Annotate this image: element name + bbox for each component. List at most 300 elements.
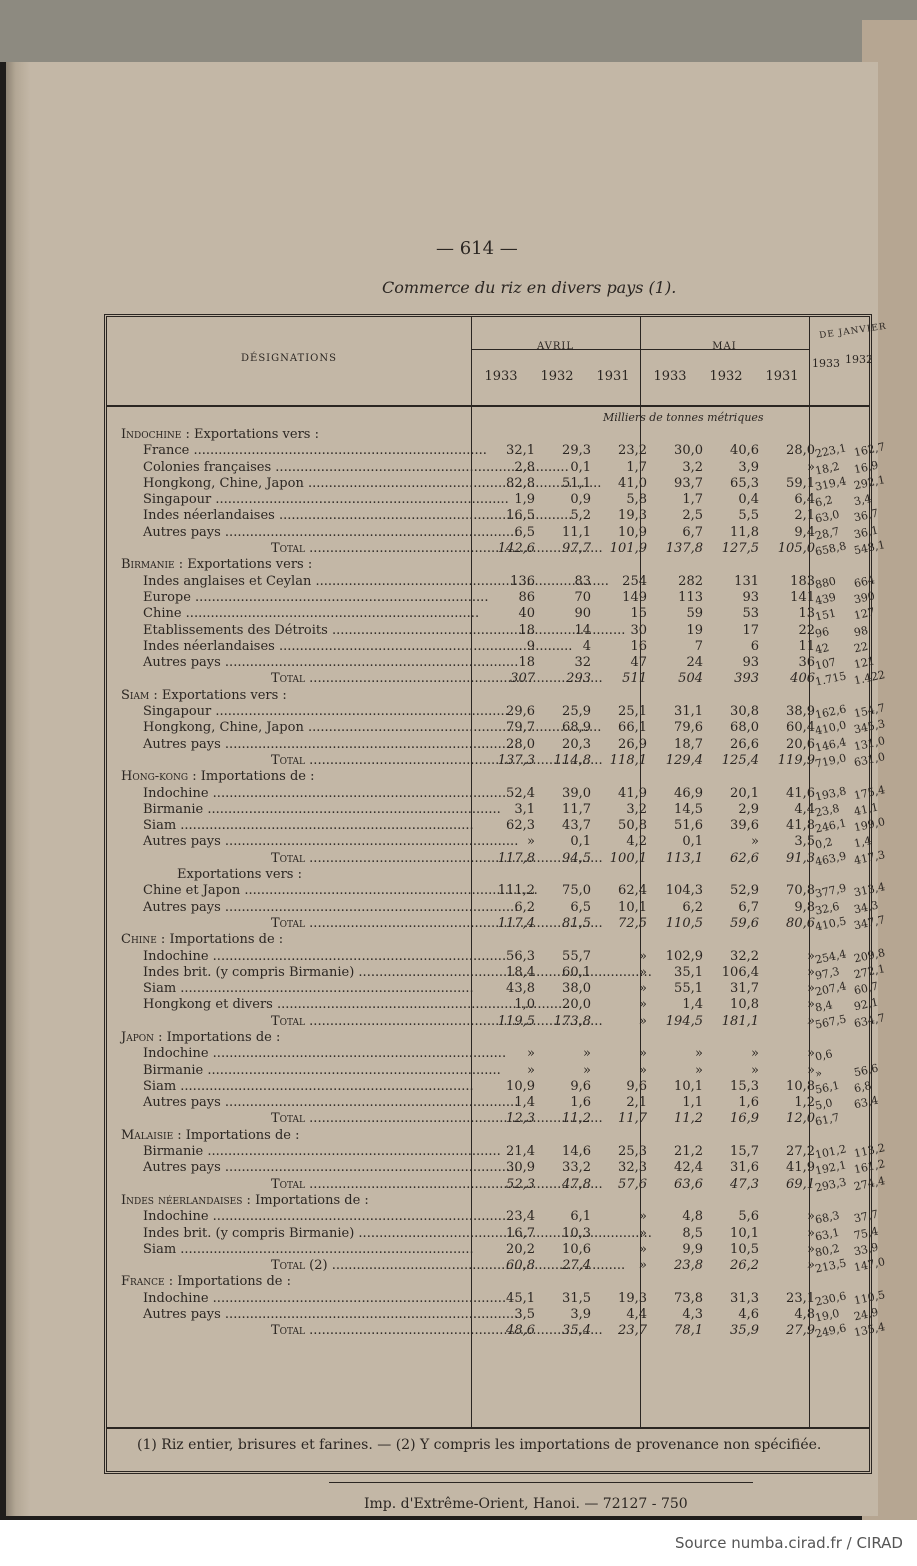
cell-value: 5,6 bbox=[738, 1209, 759, 1225]
cell-value: 33,2 bbox=[562, 1160, 591, 1176]
cell-value: 11 bbox=[798, 638, 815, 654]
row-label: Chine ..... bbox=[143, 606, 469, 622]
cell-value: 60,1 bbox=[562, 964, 591, 980]
cell-value: 9,4 bbox=[794, 524, 815, 540]
cell-value: » bbox=[639, 981, 647, 997]
cell-value: » bbox=[807, 1046, 815, 1062]
cell-value: 194,5 bbox=[665, 1013, 703, 1029]
row-label: Birmanie ..... bbox=[143, 1144, 469, 1160]
section-country: Hong-kong bbox=[121, 769, 189, 785]
cell-value: 55,1 bbox=[674, 981, 703, 997]
cell-value: 6,1 bbox=[570, 1209, 591, 1225]
section-subtitle: : Exportations vers : bbox=[174, 557, 313, 573]
cell-value: 35,1 bbox=[674, 964, 703, 980]
cell-value: 1,6 bbox=[738, 1095, 759, 1111]
cell-value: 19,3 bbox=[618, 508, 647, 524]
cell-value: » bbox=[639, 948, 647, 964]
cell-value: 393 bbox=[734, 671, 759, 687]
cell-value-cumulative: 192,1 bbox=[813, 1158, 848, 1178]
cell-value: 1,6 bbox=[570, 1095, 591, 1111]
cell-value: 26,9 bbox=[618, 736, 647, 752]
table-row bbox=[121, 834, 873, 853]
cell-value: 35,9 bbox=[730, 1323, 759, 1339]
cell-value: 4,4 bbox=[794, 801, 815, 817]
cell-value-cumulative: 230,6 bbox=[813, 1289, 848, 1309]
cell-value: 32 bbox=[574, 655, 591, 671]
cell-value-cumulative: 56,1 bbox=[813, 1078, 841, 1097]
cell-value: 47,3 bbox=[730, 1176, 759, 1192]
table-row bbox=[121, 605, 877, 624]
cell-value-cumulative: 110,5 bbox=[852, 1287, 887, 1308]
cell-value: 6,2 bbox=[514, 899, 535, 915]
cell-value-cumulative: 107 bbox=[813, 655, 838, 673]
cell-value: 68,9 bbox=[562, 720, 591, 736]
header-janvier: DE JANVIER bbox=[818, 321, 888, 342]
cell-value: 23,1 bbox=[786, 1290, 815, 1306]
cell-value-cumulative: 121 bbox=[852, 654, 877, 672]
cell-value: 6,5 bbox=[514, 524, 535, 540]
cell-value: 10,5 bbox=[730, 1241, 759, 1257]
cell-value: 9,6 bbox=[626, 1078, 647, 1094]
cell-value: 35,4 bbox=[562, 1323, 591, 1339]
section-title bbox=[121, 1128, 871, 1144]
row-label: Etablissements des Détroits ..... bbox=[143, 623, 469, 639]
cell-value: 30,8 bbox=[730, 704, 759, 720]
cell-value-cumulative: 377,9 bbox=[813, 881, 848, 901]
cell-value: 106,4 bbox=[721, 964, 759, 980]
cell-value-cumulative: 127 bbox=[852, 605, 877, 623]
table-row bbox=[121, 1046, 871, 1062]
section-title bbox=[121, 1274, 871, 1290]
row-label: Hongkong, Chine, Japon ..... bbox=[143, 720, 469, 736]
section-subtitle: : Exportations vers : bbox=[181, 427, 319, 442]
cell-value: 13 bbox=[798, 606, 815, 622]
row-label: Hongkong, Chine, Japon ..... bbox=[143, 476, 469, 492]
cell-value: 2,1 bbox=[794, 508, 815, 524]
cell-value-cumulative: 213,5 bbox=[813, 1256, 848, 1276]
cell-value: 10,6 bbox=[562, 1241, 591, 1257]
unit-label: Milliers de tonnes métriques bbox=[603, 411, 764, 424]
cell-value-cumulative: 631,0 bbox=[852, 750, 887, 770]
table-row bbox=[121, 1079, 871, 1095]
cell-value-cumulative: 97,3 bbox=[813, 964, 841, 983]
cell-value: 55,7 bbox=[562, 948, 591, 964]
table-row bbox=[121, 898, 880, 918]
cell-value: 1,1 bbox=[682, 1095, 703, 1111]
cell-value: 51,6 bbox=[674, 818, 703, 834]
cell-value: 60,4 bbox=[786, 720, 815, 736]
cell-value-cumulative: 147,0 bbox=[852, 1255, 887, 1275]
cell-value: 69,1 bbox=[786, 1176, 815, 1192]
cell-value: 4,8 bbox=[794, 1307, 815, 1323]
cell-value: 3,5 bbox=[794, 834, 815, 850]
cell-value-cumulative: 664 bbox=[852, 572, 877, 591]
cell-value: 57,6 bbox=[618, 1176, 647, 1192]
cell-value: 82,8 bbox=[506, 475, 535, 491]
cell-value: 1,0 bbox=[514, 997, 535, 1013]
cell-value: 9,8 bbox=[794, 899, 815, 915]
section-title bbox=[121, 557, 871, 573]
cell-value: 20,2 bbox=[506, 1241, 535, 1257]
table-row bbox=[121, 995, 880, 1016]
header-mai: MAI bbox=[712, 341, 737, 352]
cell-value: 3,5 bbox=[514, 1307, 535, 1323]
section-country: Indes néerlandaises bbox=[121, 1192, 243, 1208]
cell-value-cumulative: 22 bbox=[852, 639, 870, 656]
cell-value: » bbox=[751, 1062, 759, 1078]
table-row bbox=[121, 1061, 880, 1081]
cell-value: » bbox=[583, 1062, 591, 1078]
cell-value: 51,1 bbox=[562, 475, 591, 491]
cell-value: 11,8 bbox=[730, 524, 759, 540]
cell-value: 173,8 bbox=[553, 1013, 591, 1029]
cell-value-cumulative: 42 bbox=[813, 640, 831, 657]
section-country: Indochine bbox=[121, 427, 182, 442]
cell-value-cumulative: 0,6 bbox=[813, 1047, 834, 1064]
cell-value: » bbox=[807, 964, 815, 980]
cell-value: » bbox=[807, 1225, 815, 1241]
section-country: Siam bbox=[121, 687, 150, 703]
year-header: 1932 bbox=[540, 369, 574, 384]
total-row bbox=[121, 913, 887, 934]
cell-value-cumulative: 1.422 bbox=[852, 668, 887, 688]
cell-value: 25,1 bbox=[618, 704, 647, 720]
cell-value: 39,6 bbox=[730, 818, 759, 834]
row-label: Autres pays ..... bbox=[143, 525, 469, 541]
cell-value: 14,5 bbox=[674, 801, 703, 817]
cell-value: 125,4 bbox=[721, 752, 759, 768]
cell-value: » bbox=[807, 1013, 815, 1029]
row-label: Autres pays ..... bbox=[143, 737, 469, 753]
cell-value-cumulative: 634,7 bbox=[852, 1010, 887, 1031]
cell-value: 104,3 bbox=[665, 883, 703, 899]
background-top bbox=[0, 0, 917, 62]
cell-value: 149 bbox=[622, 589, 647, 605]
row-label: Indes néerlandaises ..... bbox=[143, 639, 469, 655]
cell-value: 1,9 bbox=[514, 492, 535, 508]
cell-value: 93 bbox=[742, 589, 759, 605]
cell-value: 118,1 bbox=[609, 752, 647, 768]
cell-value: 25,3 bbox=[618, 1144, 647, 1160]
cell-value: 2,8 bbox=[514, 459, 535, 475]
cell-value: 127,5 bbox=[721, 541, 759, 557]
cell-value: 307 bbox=[510, 671, 535, 687]
cell-value-cumulative: 254,4 bbox=[813, 946, 848, 967]
cell-value: 38,0 bbox=[562, 981, 591, 997]
row-label: Autres pays ..... bbox=[143, 900, 469, 916]
table-row bbox=[121, 945, 887, 967]
cell-value-cumulative: 151 bbox=[813, 606, 838, 624]
table-row bbox=[121, 979, 880, 999]
header-avril: AVRIL bbox=[536, 341, 575, 352]
cell-value: 3,9 bbox=[570, 1307, 591, 1323]
cell-value: 0,9 bbox=[570, 492, 591, 508]
row-label: Total ..... bbox=[271, 1111, 469, 1127]
row-label: Indes anglaises et Ceylan ..... bbox=[143, 574, 469, 590]
cell-value: 16,7 bbox=[506, 1225, 535, 1241]
section-title bbox=[121, 427, 871, 443]
table-row bbox=[121, 458, 880, 478]
row-label: Indochine ..... bbox=[143, 949, 469, 965]
cell-value-cumulative: 113,2 bbox=[852, 1141, 887, 1161]
cell-value: 36 bbox=[798, 655, 815, 671]
cell-value: 113 bbox=[678, 589, 703, 605]
cell-value: 113,1 bbox=[665, 850, 703, 866]
cell-value-cumulative: 0,2 bbox=[813, 835, 834, 853]
cell-value: 4,3 bbox=[682, 1307, 703, 1323]
total-row bbox=[121, 1255, 887, 1276]
cell-value: 1,7 bbox=[626, 459, 647, 475]
cell-value-cumulative: 32,6 bbox=[813, 899, 841, 918]
table-row bbox=[121, 1240, 880, 1260]
cell-value: 31,7 bbox=[730, 981, 759, 997]
row-label: Autres pays ..... bbox=[143, 1160, 469, 1176]
section-title bbox=[121, 1193, 871, 1209]
cell-value-cumulative: 36,1 bbox=[852, 523, 880, 542]
cell-value: 90 bbox=[574, 606, 591, 622]
cell-value: 31,6 bbox=[730, 1160, 759, 1176]
cell-value: 94,5 bbox=[562, 850, 591, 866]
cell-value: 53 bbox=[742, 606, 759, 622]
cell-value: 20,3 bbox=[562, 736, 591, 752]
cell-value: 29,6 bbox=[506, 704, 535, 720]
cell-value: 11,7 bbox=[562, 801, 591, 817]
cell-value: 10,9 bbox=[506, 1078, 535, 1094]
total-row bbox=[121, 668, 887, 690]
cell-value: 131 bbox=[734, 573, 759, 589]
cell-value-cumulative: 658,8 bbox=[813, 539, 848, 559]
cell-value: 26,2 bbox=[730, 1258, 759, 1274]
cell-value-cumulative: 249,6 bbox=[813, 1321, 848, 1341]
cell-value: » bbox=[527, 1046, 535, 1062]
cell-value: 30,9 bbox=[506, 1160, 535, 1176]
cell-value: 31,5 bbox=[562, 1290, 591, 1306]
cell-value: » bbox=[639, 997, 647, 1013]
row-label: Autres pays ..... bbox=[143, 1307, 469, 1323]
cell-value: » bbox=[527, 834, 535, 850]
table-row bbox=[121, 1157, 887, 1178]
cell-value: 14 bbox=[574, 622, 591, 638]
cell-value-cumulative: 1,4 bbox=[852, 834, 873, 851]
cell-value: 20,0 bbox=[562, 997, 591, 1013]
row-label: Birmanie ..... bbox=[143, 802, 469, 818]
cell-value: 70 bbox=[574, 589, 591, 605]
row-label: Indes brit. (y compris Birmanie) ..... bbox=[143, 1226, 469, 1242]
cell-value: 48,6 bbox=[506, 1323, 535, 1339]
cell-value: 9 bbox=[526, 638, 535, 654]
cell-value-cumulative: 463,9 bbox=[813, 849, 848, 869]
cell-value-cumulative: 223,1 bbox=[813, 441, 848, 461]
cell-value: 12,3 bbox=[506, 1111, 535, 1127]
cell-value: 42,4 bbox=[674, 1160, 703, 1176]
table-row bbox=[121, 589, 877, 608]
cell-value: 52,9 bbox=[730, 883, 759, 899]
cell-value: » bbox=[639, 1225, 647, 1241]
cell-value: » bbox=[639, 1013, 647, 1029]
cell-value: » bbox=[639, 1046, 647, 1062]
total-row bbox=[121, 1173, 887, 1195]
cell-value: 38,9 bbox=[786, 704, 815, 720]
cell-value: 3,2 bbox=[682, 459, 703, 475]
cell-value: 102,9 bbox=[665, 948, 703, 964]
cell-value-cumulative: 80,2 bbox=[813, 1241, 841, 1260]
year-header: 1933 bbox=[812, 357, 840, 370]
cell-value: 11,2 bbox=[674, 1111, 703, 1127]
section-subtitle: : Importations de : bbox=[242, 1192, 369, 1208]
cell-value-cumulative: 61,7 bbox=[813, 1111, 841, 1130]
section-title bbox=[121, 1030, 871, 1046]
table-row bbox=[121, 880, 887, 901]
cell-value: 23,2 bbox=[618, 443, 647, 459]
cell-value: 47 bbox=[630, 655, 647, 671]
cell-value: 6,2 bbox=[682, 899, 703, 915]
cell-value-cumulative: 101,2 bbox=[813, 1142, 848, 1162]
cell-value: 66,1 bbox=[618, 720, 647, 736]
section-title bbox=[121, 688, 871, 704]
cell-value-cumulative: 146,4 bbox=[813, 734, 848, 755]
cell-value-cumulative: 63,4 bbox=[852, 1093, 880, 1112]
cell-value: 59,1 bbox=[786, 475, 815, 491]
row-label: Total ..... bbox=[271, 851, 469, 867]
total-row bbox=[121, 750, 887, 771]
table-row bbox=[121, 1305, 880, 1325]
row-label: Total ..... bbox=[271, 1323, 469, 1339]
cell-value-cumulative: 6,8 bbox=[852, 1078, 873, 1096]
cell-value: 10,8 bbox=[730, 997, 759, 1013]
cell-value-cumulative: 36,7 bbox=[852, 507, 880, 525]
cell-value: 20,6 bbox=[786, 736, 815, 752]
cell-value: 4,6 bbox=[738, 1307, 759, 1323]
cell-value: 6,5 bbox=[570, 899, 591, 915]
section-subtitle: : Importations de : bbox=[164, 1274, 291, 1290]
table-row bbox=[121, 782, 887, 804]
row-label: Siam ..... bbox=[143, 818, 469, 834]
cell-value-cumulative: 193,8 bbox=[813, 783, 848, 804]
section-country: Malaisie bbox=[121, 1127, 174, 1143]
row-label: Indes néerlandaises ..... bbox=[143, 508, 469, 524]
cell-value: 11,1 bbox=[562, 524, 591, 540]
cell-value-cumulative: 567,5 bbox=[813, 1012, 848, 1032]
cell-value-cumulative: 92,1 bbox=[852, 995, 880, 1014]
cell-value: 114,8 bbox=[553, 752, 591, 768]
row-label: Colonies françaises ..... bbox=[143, 460, 469, 476]
cell-value: 10,1 bbox=[730, 1225, 759, 1241]
cell-value-cumulative: 410,5 bbox=[813, 914, 848, 934]
cell-value: 101,9 bbox=[609, 541, 647, 557]
total-row bbox=[121, 1010, 887, 1032]
cell-value: 21,2 bbox=[674, 1144, 703, 1160]
cell-value: » bbox=[807, 1209, 815, 1225]
cell-value: 86 bbox=[518, 589, 535, 605]
cell-value: 18,7 bbox=[674, 736, 703, 752]
year-header: 1933 bbox=[653, 369, 687, 384]
row-label: Autres pays ..... bbox=[143, 834, 469, 850]
cell-value: 32,2 bbox=[730, 948, 759, 964]
section-subtitle: : Importations de : bbox=[188, 769, 315, 785]
cell-value: » bbox=[639, 1209, 647, 1225]
cell-value: 9,6 bbox=[570, 1078, 591, 1094]
cell-value-cumulative: 207,4 bbox=[813, 979, 848, 999]
row-label: Exportations vers : bbox=[177, 867, 302, 883]
cell-value: 2,5 bbox=[682, 508, 703, 524]
cell-value-cumulative: 5,0 bbox=[813, 1096, 834, 1113]
cell-value-cumulative: 319,4 bbox=[813, 474, 848, 494]
cell-value: 6,7 bbox=[738, 899, 759, 915]
cell-value: 73,8 bbox=[674, 1290, 703, 1306]
cell-value: 111,2 bbox=[497, 883, 535, 899]
row-label: Autres pays ..... bbox=[143, 655, 469, 671]
cell-value-cumulative: 41,1 bbox=[852, 800, 880, 819]
cell-value: 142,6 bbox=[497, 541, 535, 557]
cell-value: 93 bbox=[742, 655, 759, 671]
row-label: Siam ..... bbox=[143, 1242, 469, 1258]
cell-value: 2,1 bbox=[626, 1095, 647, 1111]
cell-value-cumulative: 75,4 bbox=[852, 1224, 880, 1242]
cell-value: 3,2 bbox=[626, 801, 647, 817]
cell-value-cumulative: 274,4 bbox=[852, 1173, 887, 1194]
cell-value: 46,9 bbox=[674, 785, 703, 801]
cell-value: 52,3 bbox=[506, 1176, 535, 1192]
cell-value: 19 bbox=[686, 622, 703, 638]
row-label: Singapour ..... bbox=[143, 492, 469, 508]
cell-value-cumulative: 313,4 bbox=[852, 880, 887, 900]
cell-value: » bbox=[639, 1241, 647, 1257]
cell-value-cumulative: 63,1 bbox=[813, 1225, 841, 1244]
cell-value-cumulative: 23,8 bbox=[813, 801, 841, 820]
cell-value: 28,0 bbox=[786, 443, 815, 459]
row-label: Indochine ..... bbox=[143, 1291, 469, 1307]
cell-value-cumulative: 3,4 bbox=[852, 492, 873, 509]
cell-value: 72,5 bbox=[618, 915, 647, 931]
cell-value: 17 bbox=[742, 622, 759, 638]
row-label: Total ..... bbox=[271, 541, 469, 557]
table-row bbox=[121, 1093, 880, 1113]
cell-value: 0,1 bbox=[570, 459, 591, 475]
cell-value: 59,6 bbox=[730, 915, 759, 931]
row-label: Total ..... bbox=[271, 916, 469, 932]
cell-value-cumulative: 135,4 bbox=[852, 1320, 887, 1340]
cell-value: 45,1 bbox=[506, 1290, 535, 1306]
cell-value: 11,7 bbox=[618, 1111, 647, 1127]
cell-value: 9,9 bbox=[682, 1241, 703, 1257]
cell-value-cumulative: 390 bbox=[852, 589, 877, 607]
cell-value: 0,1 bbox=[570, 834, 591, 850]
cell-value: 137,3 bbox=[497, 752, 535, 768]
cell-value: » bbox=[527, 1062, 535, 1078]
table-row bbox=[121, 523, 880, 543]
cell-value: 181,1 bbox=[721, 1013, 759, 1029]
cell-value-cumulative: 68,3 bbox=[813, 1209, 841, 1227]
cell-value: 62,3 bbox=[506, 818, 535, 834]
cell-value: 43,8 bbox=[506, 981, 535, 997]
table-row bbox=[121, 492, 871, 508]
cell-value: 27,4 bbox=[562, 1258, 591, 1274]
cell-value: 511 bbox=[622, 671, 647, 687]
total-row bbox=[121, 847, 887, 869]
cell-value: 68,0 bbox=[730, 720, 759, 736]
cell-value-cumulative: 1.715 bbox=[813, 669, 848, 690]
section-country: Birmanie bbox=[121, 557, 175, 573]
section-subtitle: : Importations de : bbox=[173, 1127, 300, 1143]
cell-value-cumulative: 292,1 bbox=[852, 472, 887, 493]
table-caption: Commerce du riz en divers pays (1). bbox=[382, 278, 677, 297]
cell-value-cumulative: 6,2 bbox=[813, 493, 834, 510]
section-subtitle: : Exportations vers : bbox=[149, 687, 287, 703]
header-designations: DÉSIGNATIONS bbox=[241, 353, 337, 364]
row-label: Indes brit. (y compris Birmanie) ..... bbox=[143, 965, 469, 981]
cell-value: 97,7 bbox=[562, 541, 591, 557]
rice-trade-table bbox=[104, 314, 888, 1474]
